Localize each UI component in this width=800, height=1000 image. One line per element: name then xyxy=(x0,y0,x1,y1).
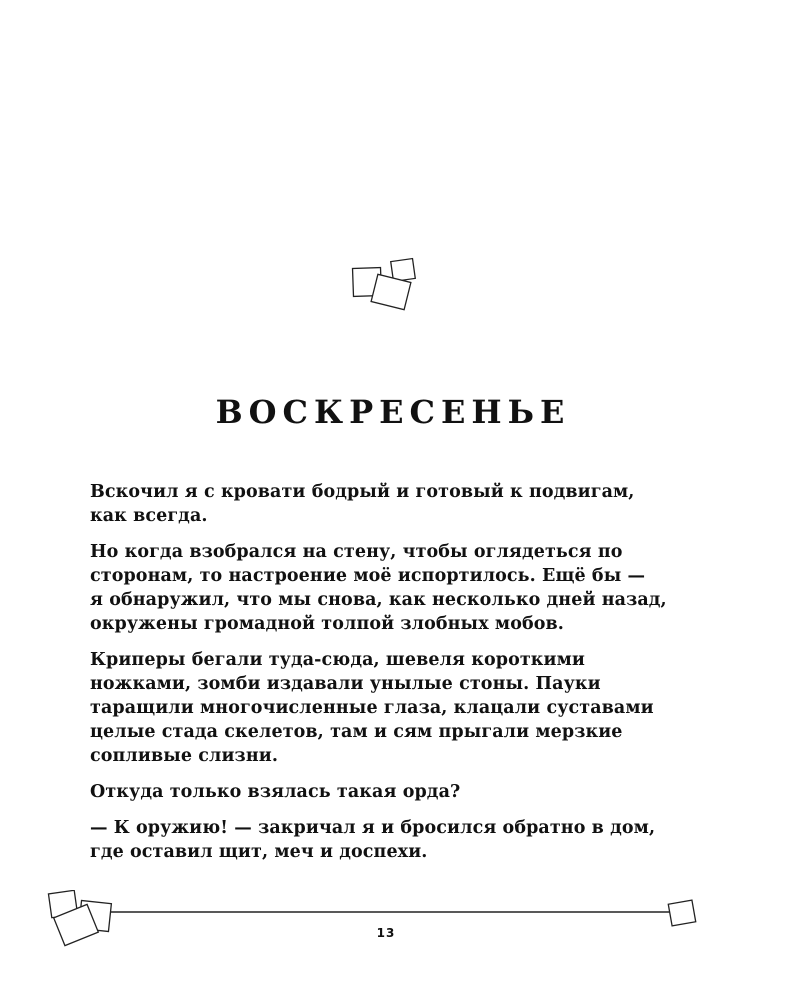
paragraph: — К оружию! — закричал я и бросился обратно в дом, где оставил щит, меч и доспехи. xyxy=(90,818,656,862)
square-icon xyxy=(668,900,695,926)
page-number: 13 xyxy=(376,926,396,940)
paragraph: Откуда только взялась такая орда? xyxy=(90,782,461,802)
chapter-body xyxy=(90,480,710,876)
paragraph: Криперы бегали туда-сюда, шевеля короткими ножками, зомби издавали унылые стоны. Пауки таращили многочисленные глаза, клацали суставами целые стада скелетов, там и сям прыгали мерзкие сопливые слизни. xyxy=(90,650,654,766)
chapter-title: ВОСКРЕСЕНЬЕ xyxy=(215,393,571,431)
footer-rule xyxy=(0,890,800,950)
stacked-squares-icon xyxy=(348,256,424,312)
paragraph: Но когда взобрался на стену, чтобы оглядеться по сторонам, то настроение моё испортилось. Ещё бы — я обнаружил, что мы снова, как несколько дней назад, окружены громадной толпой злобных мобов. xyxy=(90,542,667,634)
paragraph: Вскочил я с кровати бодрый и готовый к подвигам, как всегда. xyxy=(90,482,635,526)
